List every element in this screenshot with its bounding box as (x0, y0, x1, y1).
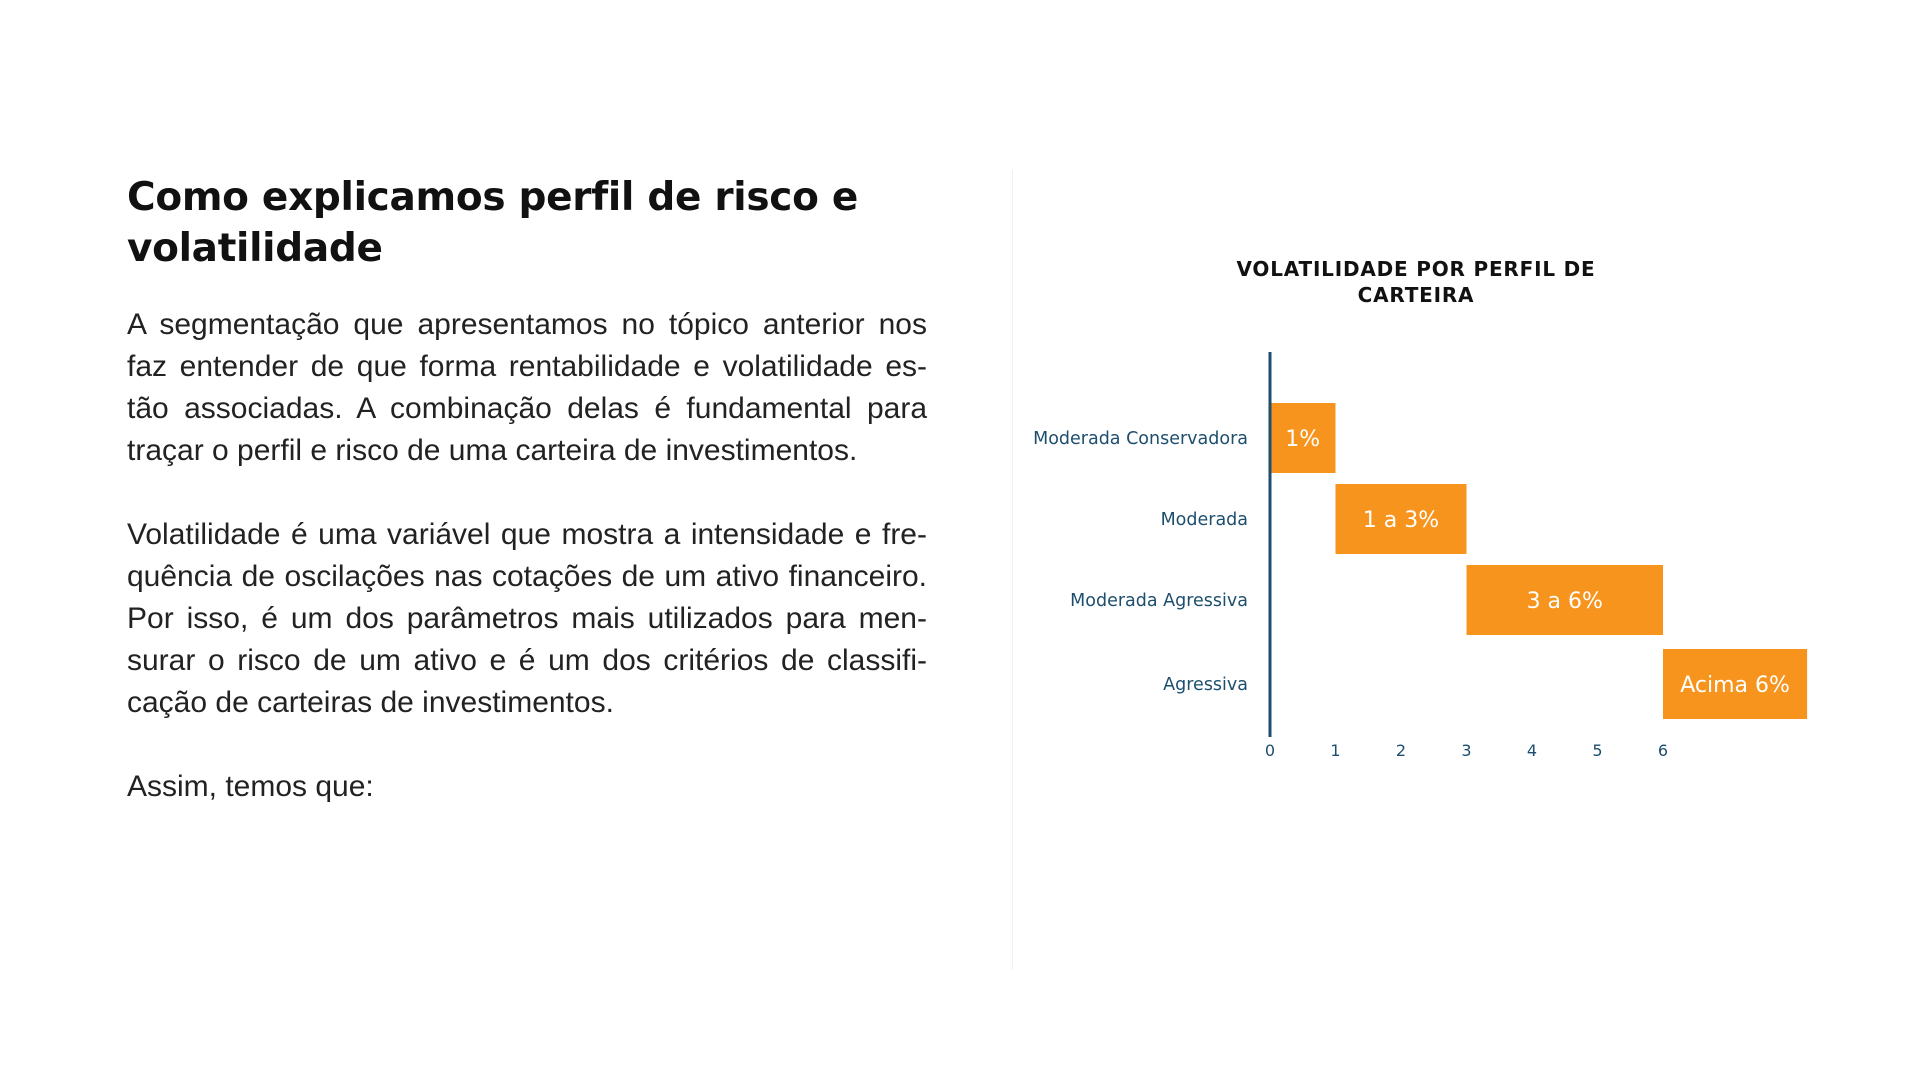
category-label: Agressiva (1163, 675, 1248, 695)
paragraph-volatility: Volatilidade é uma variável que mostra a intensidade e fre-quência de oscilações nas cotações de um ativo financeiro. Por isso, é um dos parâmetros mais utilizados para men-surar o risco de um ativo e é um dos critérios de classifi-cação de carteiras de investimentos. (127, 518, 927, 719)
x-tick-label: 1 (1330, 741, 1341, 760)
x-tick-label: 6 (1657, 741, 1669, 760)
bar-value-label: 1% (1285, 427, 1321, 452)
category-label: Moderada (1160, 510, 1248, 530)
chart-title: VOLATILIDADE POR PERFIL DE CARTEIRA (1236, 257, 1596, 307)
bar-value-label: 3 a 6% (1526, 589, 1603, 614)
chart-category-labels (1033, 429, 1248, 695)
bar-value-label: Acima 6% (1680, 673, 1790, 698)
paragraph-segmentation: A segmentação que apresentamos no tópico anterior nos faz entender de que forma rentabilidade e volatilidade es-tão associadas. A combinação delas é fundamental para traçar o perfil e risco de uma carteira de investimentos. (127, 308, 927, 467)
chart-x-ticks (1265, 741, 1668, 760)
chart-bars (1270, 403, 1807, 719)
paragraph-conclusion: Assim, temos que: (127, 770, 374, 803)
x-tick-label: 2 (1395, 741, 1407, 760)
section-heading: Como explicamos perfil de risco e volatilidade (127, 175, 859, 271)
x-tick-label: 0 (1264, 741, 1276, 760)
x-tick-label: 5 (1592, 741, 1603, 760)
bar-value-label: 1 a 3% (1362, 508, 1440, 533)
category-label: Moderada Agressiva (1070, 591, 1248, 611)
x-tick-label: 4 (1526, 741, 1538, 760)
x-tick-label: 3 (1461, 741, 1472, 760)
category-label: Moderada Conservadora (1033, 429, 1248, 449)
